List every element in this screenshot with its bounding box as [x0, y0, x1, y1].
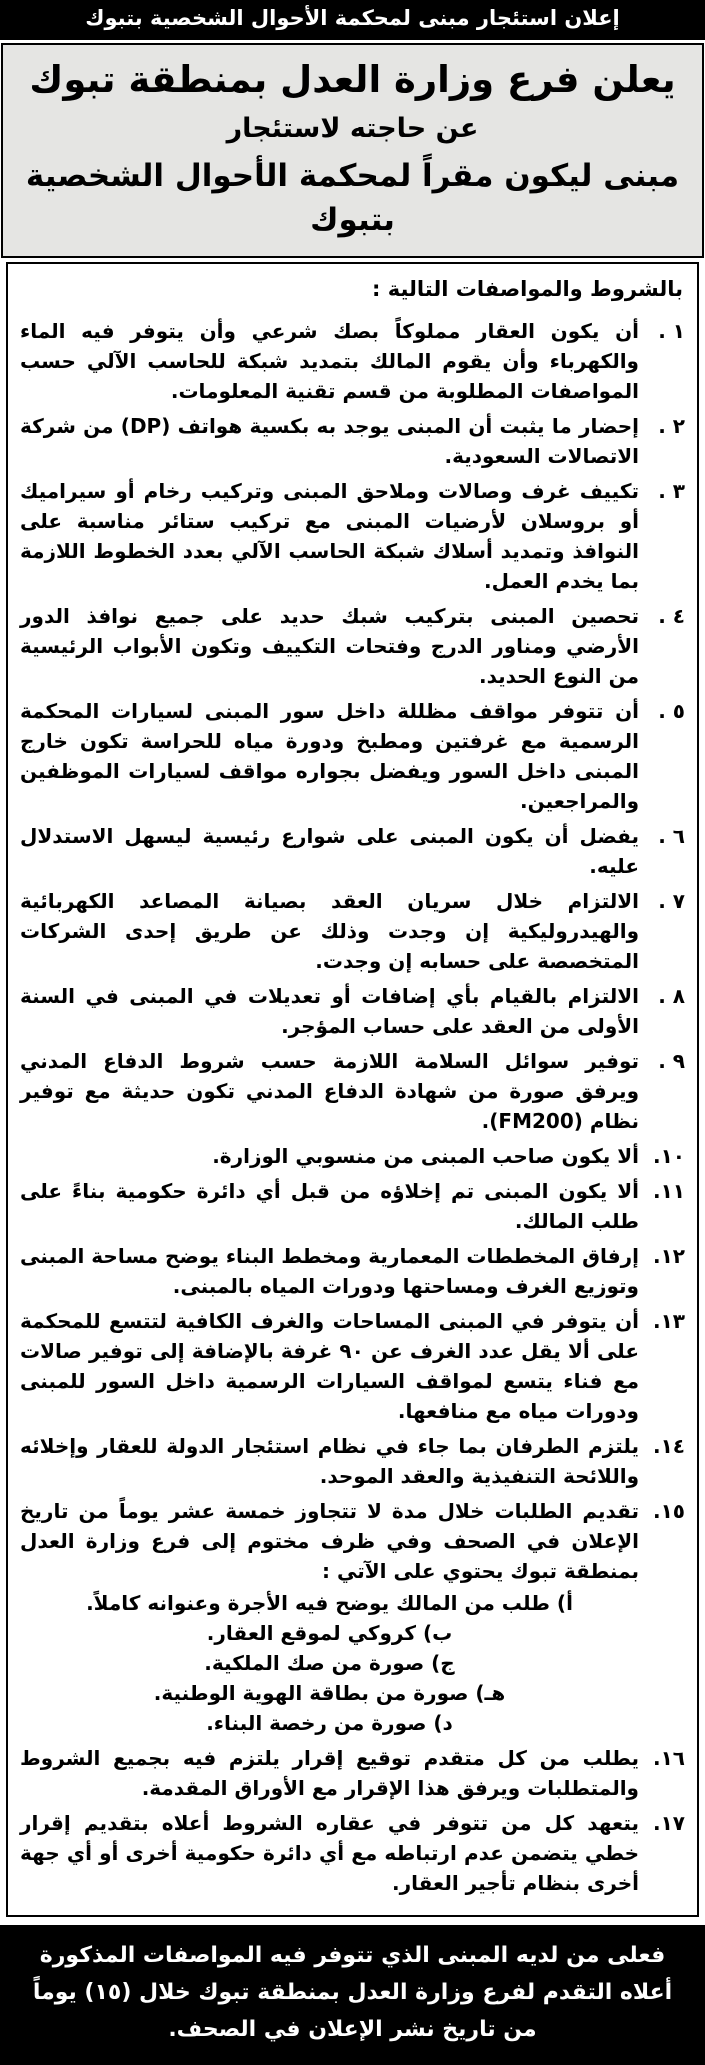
- condition-item: [20, 1306, 685, 1426]
- condition-item: [20, 1241, 685, 1301]
- condition-number: ١٥.: [652, 1498, 685, 1523]
- condition-number: ٢ .: [658, 413, 685, 438]
- condition-text: تكييف غرف وصالات وملاحق المبنى وتركيب رخام أو سيراميك أو بروسلان لأرضيات المبنى مع تركيب ستائر مناسبة على النوافذ وتمديد أسلاك شبكة الحاسب الآلي بعدد الخطوط اللازمة بما يخدم العمل.: [20, 478, 639, 593]
- condition-number: ٧ .: [658, 888, 685, 913]
- conditions-intro: بالشروط والمواصفات التالية :: [372, 277, 683, 302]
- condition-item: [20, 1431, 685, 1491]
- condition-sub-item: ج) صورة من صك الملكية.: [204, 1650, 455, 1675]
- condition-item: [20, 696, 685, 816]
- condition-number: ٥ .: [658, 698, 685, 723]
- condition-text: ألا يكون المبنى تم إخلاؤه من قبل أي دائرة حكومية بناءً على طلب المالك.: [20, 1178, 639, 1233]
- condition-item: [20, 476, 685, 596]
- condition-text: إرفاق المخططات المعمارية ومخطط البناء يوضح مساحة المبنى وتوزيع الغرف ومساحتها ودورات المياه بالمبنى.: [20, 1243, 639, 1298]
- condition-number: ١٢.: [652, 1243, 685, 1268]
- condition-number: ٣ .: [658, 478, 685, 503]
- condition-item: [20, 1046, 685, 1136]
- condition-text: الالتزام بالقيام بأي إضافات أو تعديلات في المبنى في السنة الأولى من العقد على حساب المؤجر.: [20, 983, 639, 1038]
- condition-text: أن يتوفر في المبنى المساحات والغرف الكافية لتتسع للمحكمة على ألا يقل عدد الغرف عن ٩٠ غرفة بالإضافة إلى توفير صالات مع فناء يتسع لمواقف السيارات الرسمية داخل السور للمبنى ودورات مياه مع منافعها.: [20, 1308, 639, 1423]
- condition-number: ٩ .: [658, 1048, 685, 1073]
- conditions-list: [20, 316, 685, 1898]
- header-box: [1, 43, 704, 258]
- condition-text: ألا يكون صاحب المبنى من منسوبي الوزارة.: [212, 1143, 639, 1168]
- header-line-authority: يعلن فرع وزارة العدل بمنطقة تبوك: [29, 58, 676, 102]
- condition-sub-item: د) صورة من رخصة البناء.: [206, 1710, 453, 1735]
- condition-item: [20, 316, 685, 406]
- footer-box: [0, 1925, 705, 2065]
- condition-item: [20, 981, 685, 1041]
- condition-item: [20, 1743, 685, 1803]
- condition-sub-item: أ) طلب من المالك يوضح فيه الأجرة وعنوانه كاملاً.: [86, 1590, 573, 1615]
- condition-text: الالتزام خلال سريان العقد بصيانة المصاعد الكهربائية والهيدروليكية إن وجدت وذلك عن طريق إحدى الشركات المتخصصة على حسابه إن وجدت.: [20, 888, 639, 973]
- condition-number: ٤ .: [658, 603, 685, 628]
- condition-number: ٨ .: [658, 983, 685, 1008]
- condition-number: ١٧.: [652, 1810, 685, 1835]
- announcement-title: إعلان استئجار مبنى لمحكمة الأحوال الشخصية بتبوك: [85, 6, 620, 30]
- condition-number: ١٣.: [652, 1308, 685, 1333]
- header-line-need: عن حاجته لاستئجار: [226, 112, 479, 144]
- condition-text: يتعهد كل من تتوفر في عقاره الشروط أعلاه بتقديم إقرار خطي يتضمن عدم ارتباطه مع أي دائرة حكومية أخرى أو أي جهة أخرى بنظام تأجير العقار.: [20, 1810, 639, 1895]
- condition-number: ١٠.: [652, 1143, 685, 1168]
- condition-item: [20, 886, 685, 976]
- condition-number: ١٤.: [652, 1433, 685, 1458]
- condition-sub-item: ب) كروكي لموقع العقار.: [206, 1620, 453, 1645]
- condition-number: ٦ .: [658, 823, 685, 848]
- condition-number: ١٦.: [652, 1745, 685, 1770]
- footer-text: فعلى من لديه المبنى الذي تتوفر فيه المواصفات المذكورة أعلاه التقدم لفرع وزارة العدل بمنطقة تبوك خلال (١٥) يوماً من تاريخ نشر الإعلان في الصحف.: [32, 1942, 673, 2043]
- condition-text: توفير سوائل السلامة اللازمة حسب شروط الدفاع المدني ويرفق صورة من شهادة الدفاع المدني تكون حديثة مع توفير نظام (FM200).: [20, 1048, 639, 1133]
- condition-number: ١١.: [652, 1178, 685, 1203]
- condition-sub-item: هـ) صورة من بطاقة الهوية الوطنية.: [153, 1680, 506, 1705]
- condition-text: يطلب من كل متقدم توقيع إقرار يلتزم فيه بجميع الشروط والمتطلبات ويرفق هذا الإقرار مع الأوراق المقدمة.: [20, 1745, 639, 1800]
- condition-item: [20, 1141, 685, 1171]
- condition-text: أن يكون العقار مملوكاً بصك شرعي وأن يتوفر فيه الماء والكهرباء وأن يقوم المالك بتمديد شبكة للحاسب الآلي حسب المواصفات المطلوبة من قسم تقنية المعلومات.: [20, 318, 639, 403]
- condition-text: يفضل أن يكون المبنى على شوارع رئيسية ليسهل الاستدلال عليه.: [20, 823, 639, 878]
- condition-text: إحضار ما يثبت أن المبنى يوجد به بكسية هواتف (DP) من شركة الاتصالات السعودية.: [20, 413, 639, 468]
- condition-text: تقديم الطلبات خلال مدة لا تتجاوز خمسة عشر يوماً من تاريخ الإعلان في الصحف وفي ظرف مختوم إلى فرع وزارة العدل بمنطقة تبوك يحتوي على الآتي : أ) طلب من المالك يوضح فيه الأجرة وعنوانه كاملاً. ب) كروكي لموقع العقار. ج) صورة من صك الملكية. هـ) صورة من بطاقة الهوية الوطنية. د) صورة من رخصة البناء.: [20, 1496, 639, 1738]
- header-line-purpose: مبنى ليكون مقراً لمحكمة الأحوال الشخصية بتبوك: [25, 158, 680, 238]
- condition-sub-list: [20, 1588, 639, 1738]
- condition-text: تحصين المبنى بتركيب شبك حديد على جميع نوافذ الدور الأرضي ومناور الدرج وفتحات التكييف وتكون الأبواب الرئيسية من النوع الحديد.: [20, 603, 639, 688]
- condition-text: يلتزم الطرفان بما جاء في نظام استئجار الدولة للعقار وإخلائه واللائحة التنفيذية والعقد الموحد.: [20, 1433, 639, 1488]
- condition-item: [20, 1496, 685, 1738]
- condition-number: ١ .: [658, 318, 685, 343]
- condition-text: أن تتوفر مواقف مظللة داخل سور المبنى لسيارات المحكمة الرسمية مع غرفتين ومطبخ ودورة مياه للحراسة تكون خارج المبنى داخل السور ويفضل بجواره مواقف لسيارات الموظفين والمراجعين.: [20, 698, 639, 813]
- condition-item: [20, 1176, 685, 1236]
- announcement-title-bar: [0, 0, 705, 40]
- condition-item: [20, 601, 685, 691]
- condition-item: [20, 1808, 685, 1898]
- conditions-box: [6, 262, 699, 1917]
- condition-item: [20, 411, 685, 471]
- condition-item: [20, 821, 685, 881]
